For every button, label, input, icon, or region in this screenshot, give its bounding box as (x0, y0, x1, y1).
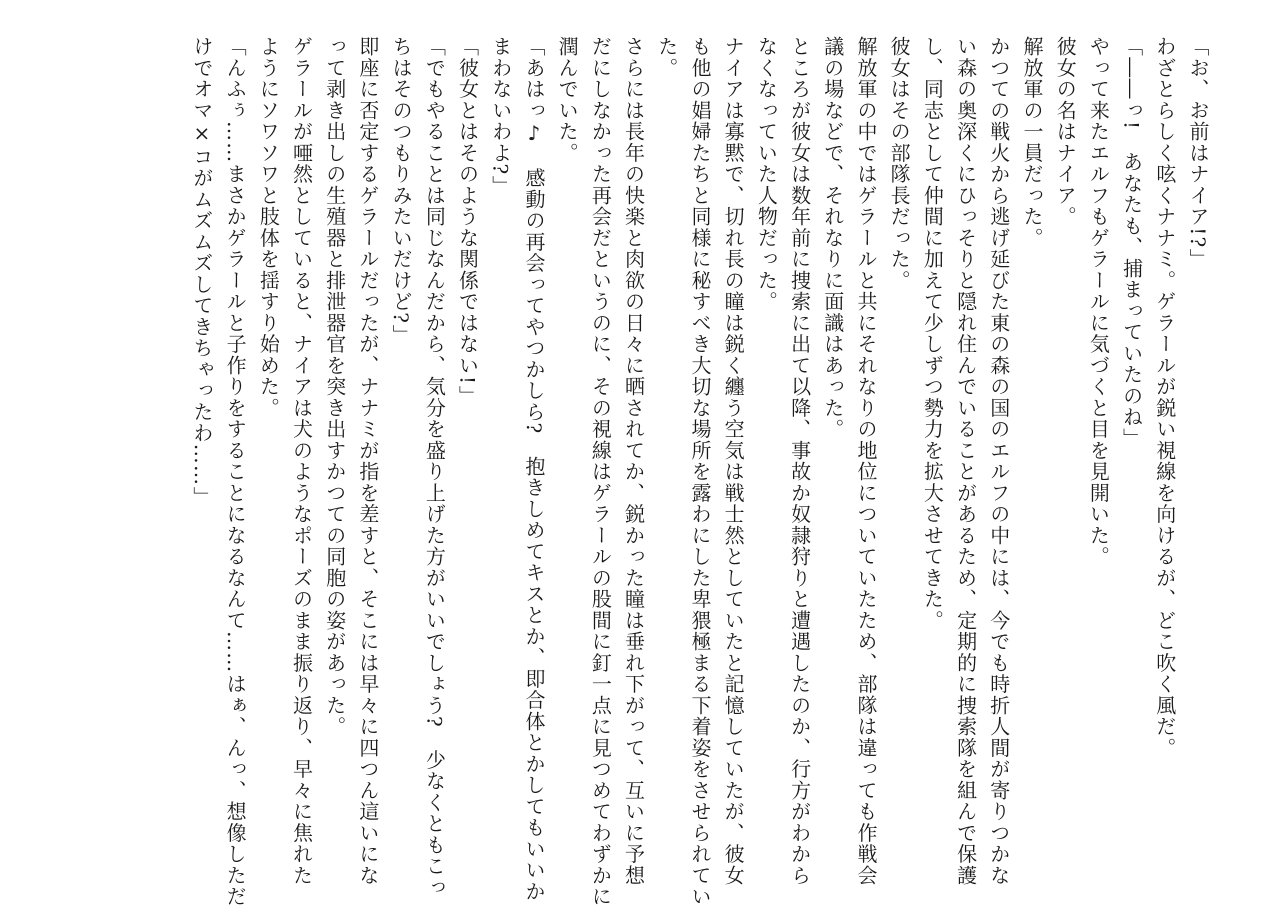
text-line: 「お、お前はナイア!?」 (1186, 36, 1210, 270)
text-line: ナイアは寡黙で、切れ長の瞳は鋭く纏う空気は戦士然としていたと記憶していたが、彼女 (721, 36, 746, 886)
text-line: し、同志として仲間に加えて少しずつ勢力を拡大させてきた。 (920, 36, 945, 631)
text-line: ちはそのつもりみたいだけど?」 (389, 36, 414, 346)
text-line: ところが彼女は数年前に捜索に出て以降、事故か奴隷狩りと遭遇したのか、行方がわから (787, 36, 812, 886)
text-line: 解放軍の中ではゲラールと共にそれなりの地位についていたため、部隊は違っても作戦会 (853, 36, 878, 886)
text-line: だにしなかった再会だというのに、その視線はゲラールの股間に釘一点に見つめてわずかに (588, 36, 613, 907)
text-line: やって来たエルフもゲラールに気づくと目を見開いた。 (1086, 36, 1111, 568)
text-line: なくなっていた人物だった。 (754, 36, 779, 313)
text-line: い森の奥深くにひっそりと隠れ住んでいることがあるため、定期的に捜索隊を組んで保護 (953, 36, 978, 886)
text-line: って剥き出しの生殖器と排泄器官を突き出すかつての同胞の姿があった。 (322, 36, 347, 738)
text-line: た。 (654, 36, 679, 79)
text-line: 彼女はその部隊長だった。 (887, 36, 912, 291)
text-line: 「――っ! あなたも、捕まっていたのね」 (1119, 36, 1144, 450)
text-line: 「でもやることは同じなんだから、気分を盛り上げた方がいいでしょう? 少なくともこっ (422, 36, 447, 898)
text-line: 「彼女とはそのような関係ではない!」 (455, 36, 480, 407)
text-line: ようにソワソワと肢体を揺すり始めた。 (256, 36, 281, 419)
text-line: けでオマ×コがムズムズしてきちゃったわ……」 (189, 36, 214, 508)
text-line: 議の場などで、それなりに面識はあった。 (820, 36, 845, 440)
text-line: 解放軍の一員だった。 (1019, 36, 1044, 249)
text-line: ゲラールが唖然としていると、ナイアは犬のようなポーズのまま振り返り、早々に焦れた (289, 36, 314, 886)
text-line: 「んふぅ……まさかゲラールと子作りをすることになるなんて……はぁ、んっ、想像しただ (223, 36, 248, 907)
vertical-text-body (185, 36, 1214, 907)
text-line: さらには長年の快楽と肉欲の日々に晒されてか、鋭かった瞳は垂れ下がって、互いに予想 (621, 36, 646, 886)
text-line: わざとらしく呟くナナミ。ゲラールが鋭い視線を向けるが、どこ吹く風だ。 (1152, 36, 1177, 759)
text-line: まわないわよ?」 (488, 36, 513, 197)
text-line: 「あはっ♪ 感動の再会ってやつかしら? 抱きしめてキスとか、即合体とかしてもいいか (521, 36, 546, 902)
text-line: も他の娼婦たちと同様に秘すべき大切な場所を露わにした卑猥極まる下着姿をさせられてい (687, 36, 712, 907)
text-line: 即座に否定するゲラールだったが、ナナミが指を差すと、そこには早々に四つん這いにな (355, 36, 380, 886)
text-line: 潤んでいた。 (555, 36, 580, 164)
text-line: 彼女の名はナイア。 (1053, 36, 1078, 228)
text-line: かつての戦火から逃げ延びた東の森の国のエルフの中には、今でも時折人間が寄りつかな (986, 36, 1011, 886)
